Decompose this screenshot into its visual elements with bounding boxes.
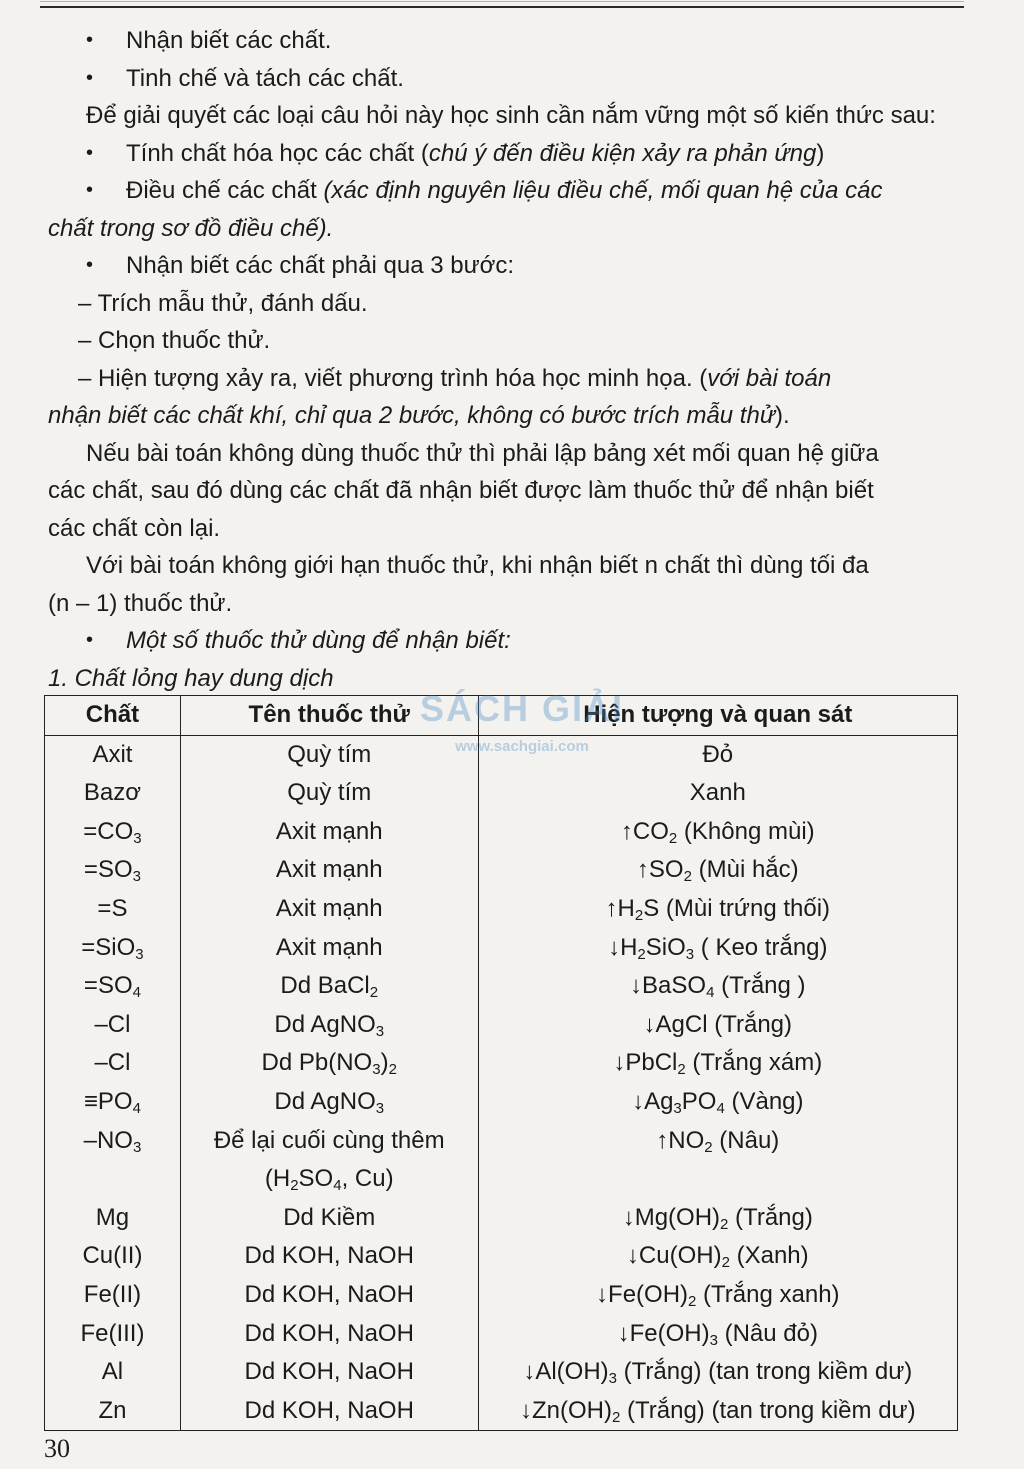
cell-substance: Fe(III): [45, 1315, 181, 1354]
cell-reagent: Axit mạnh: [180, 890, 478, 929]
table-row: [45, 967, 958, 1006]
cell-observation: $↑CO_2$ (Không mùi): [478, 813, 957, 852]
paragraph: Nếu bài toán không dùng thuốc thử thì phải lập bảng xét mối quan hệ giữa: [86, 439, 879, 467]
cell-reagent: Dd KOH, NaOH: [180, 1237, 478, 1276]
cell-observation: $↓Ag_3PO_4$ (Vàng): [478, 1083, 957, 1122]
table-row: [45, 1353, 958, 1392]
cell-observation: $↓Fe(OH)_3$ (Nâu đỏ): [478, 1315, 957, 1354]
table-row: [45, 1237, 958, 1276]
cell-substance: Mg: [45, 1199, 181, 1238]
cell-reagent: Quỳ tím: [180, 774, 478, 813]
section-title: 1. Chất lỏng hay dung dịch: [48, 664, 334, 692]
table-row: [45, 1315, 958, 1354]
cell-substance: $-NO_3$: [45, 1122, 181, 1199]
cell-substance: Bazơ: [45, 774, 181, 813]
dash-item: – Chọn thuốc thử.: [78, 327, 271, 354]
table-row: [45, 1276, 958, 1315]
cell-substance: Axit: [45, 735, 181, 774]
cell-observation: $↓Zn(OH)_2$ (Trắng) (tan trong kiềm dư): [478, 1392, 957, 1431]
table-row: [45, 929, 958, 968]
cell-observation: Xanh: [478, 774, 957, 813]
cell-reagent: Dd KOH, NaOH: [180, 1353, 478, 1392]
watermark: [420, 688, 624, 755]
table-body: [45, 735, 958, 1431]
dash-item: – Hiện tượng xảy ra, viết phương trình hóa học minh họa. (với bài toán: [78, 364, 832, 392]
paragraph-line: các chất, sau đó dùng các chất đã nhận biết được làm thuốc thử để nhận biết: [48, 477, 874, 504]
header-rule: [40, 6, 964, 8]
bullet-item: [48, 135, 960, 173]
cell-observation: $↑SO_2$ (Mùi hắc): [478, 851, 957, 890]
bullet-item: [48, 247, 960, 285]
col-header-observation: Hiện tượng và quan sát: [478, 696, 957, 736]
cell-substance: Fe(II): [45, 1276, 181, 1315]
cell-substance: =SiO$_3$: [45, 929, 181, 968]
watermark-logo: SÁCH GIẢI: [420, 688, 625, 729]
cell-reagent: Dd BaCl$_2$: [180, 967, 478, 1006]
table-row: [45, 1006, 958, 1045]
watermark-url: www.sachgiai.com: [455, 738, 589, 755]
paragraph: Với bài toán không giới hạn thuốc thử, khi nhận biết n chất thì dùng tối đa: [86, 552, 869, 579]
cell-observation: $↓Cu(OH)_2$ (Xanh): [478, 1237, 957, 1276]
bullet-text: Nhận biết các chất phải qua 3 bước:: [126, 252, 515, 279]
cell-reagent: Axit mạnh: [180, 929, 478, 968]
col-header-substance: Chất: [45, 696, 181, 736]
cell-reagent: Dd KOH, NaOH: [180, 1392, 478, 1431]
cell-observation: $↓Fe(OH)_2$ (Trắng xanh): [478, 1276, 957, 1315]
col-header-reagent: Tên thuốc thử: [180, 696, 478, 736]
cell-observation: $↑H_2S$ (Mùi trứng thối): [478, 890, 957, 929]
cell-substance: –Cl: [45, 1044, 181, 1083]
table-row: [45, 1199, 958, 1238]
reagent-table: [44, 695, 958, 1431]
cell-reagent: Quỳ tím: [180, 735, 478, 774]
cell-substance: $\equiv PO_4$: [45, 1083, 181, 1122]
cell-reagent: Dd Kiềm: [180, 1199, 478, 1238]
page-content: [48, 22, 960, 698]
page-number: 30: [44, 1434, 70, 1463]
table-row: [45, 813, 958, 852]
cell-observation: $↓H_2SiO_3$ ( Keo trắng): [478, 929, 957, 968]
bullet-text: Nhận biết các chất.: [126, 27, 332, 54]
cell-substance: $=CO_3$: [45, 813, 181, 852]
continuation-line: nhận biết các chất khí, chỉ qua 2 bước, không có bước trích mẫu thử).: [48, 402, 790, 429]
cell-reagent: Axit mạnh: [180, 851, 478, 890]
paragraph-line: các chất còn lại.: [48, 514, 221, 542]
cell-reagent: Dd AgNO$_3$: [180, 1006, 478, 1045]
cell-observation: $↑NO_2$ (Nâu): [478, 1122, 957, 1199]
cell-substance: Zn: [45, 1392, 181, 1431]
paragraph-line: (n – 1) thuốc thử.: [48, 589, 233, 617]
bullet-item: [48, 172, 960, 210]
bullet-text: Tinh chế và tách các chất.: [126, 64, 404, 92]
bullet-item: [48, 60, 960, 98]
table-row: [45, 1044, 958, 1083]
cell-observation: $↓Al(OH)_3$ (Trắng) (tan trong kiềm dư): [478, 1353, 957, 1392]
table-row: [45, 1122, 958, 1199]
cell-substance: $=SO_4$: [45, 967, 181, 1006]
cell-substance: =S: [45, 890, 181, 929]
table-row: [45, 1083, 958, 1122]
dash-item: – Trích mẫu thử, đánh dấu.: [78, 289, 368, 317]
cell-observation: $↓Mg(OH)_2$ (Trắng): [478, 1199, 957, 1238]
bullet-text: Điều chế các chất (xác định nguyên liệu điều chế, mối quan hệ của các: [126, 177, 883, 204]
cell-reagent: Dd KOH, NaOH: [180, 1276, 478, 1315]
header-rule-faint: [40, 1, 964, 2]
paragraph: Để giải quyết các loại câu hỏi này học sinh cần nắm vững một số kiến thức sau:: [86, 102, 936, 129]
table-row: [45, 774, 958, 813]
cell-reagent: Axit mạnh: [180, 813, 478, 852]
table-row: [45, 1392, 958, 1431]
cell-reagent: Dd KOH, NaOH: [180, 1315, 478, 1354]
cell-substance: Cu(II): [45, 1237, 181, 1276]
bullet-text: Một số thuốc thử dùng để nhận biết:: [126, 627, 511, 654]
bullet-text: Tính chất hóa học các chất (chú ý đến điều kiện xảy ra phản ứng): [126, 139, 825, 167]
bullet-item: [48, 22, 960, 60]
bullet-item: [48, 622, 960, 660]
table-row: [45, 890, 958, 929]
cell-observation: ↓AgCl (Trắng): [478, 1006, 957, 1045]
cell-observation: ↓BaSO$_4$ (Trắng ): [478, 967, 957, 1006]
cell-substance: $=SO_3$: [45, 851, 181, 890]
cell-reagent: Để lại cuối cùng thêm ($H_2SO_4$, Cu): [180, 1122, 478, 1199]
cell-reagent: Dd $Pb(NO_3)_2$: [180, 1044, 478, 1083]
cell-observation: Đỏ: [478, 735, 957, 774]
cell-substance: Al: [45, 1353, 181, 1392]
continuation-line: chất trong sơ đồ điều chế).: [48, 214, 334, 242]
cell-observation: ↓PbCl$_2$ (Trắng xám): [478, 1044, 957, 1083]
table-row: [45, 851, 958, 890]
cell-reagent: Dd AgNO$_3$: [180, 1083, 478, 1122]
cell-substance: –Cl: [45, 1006, 181, 1045]
